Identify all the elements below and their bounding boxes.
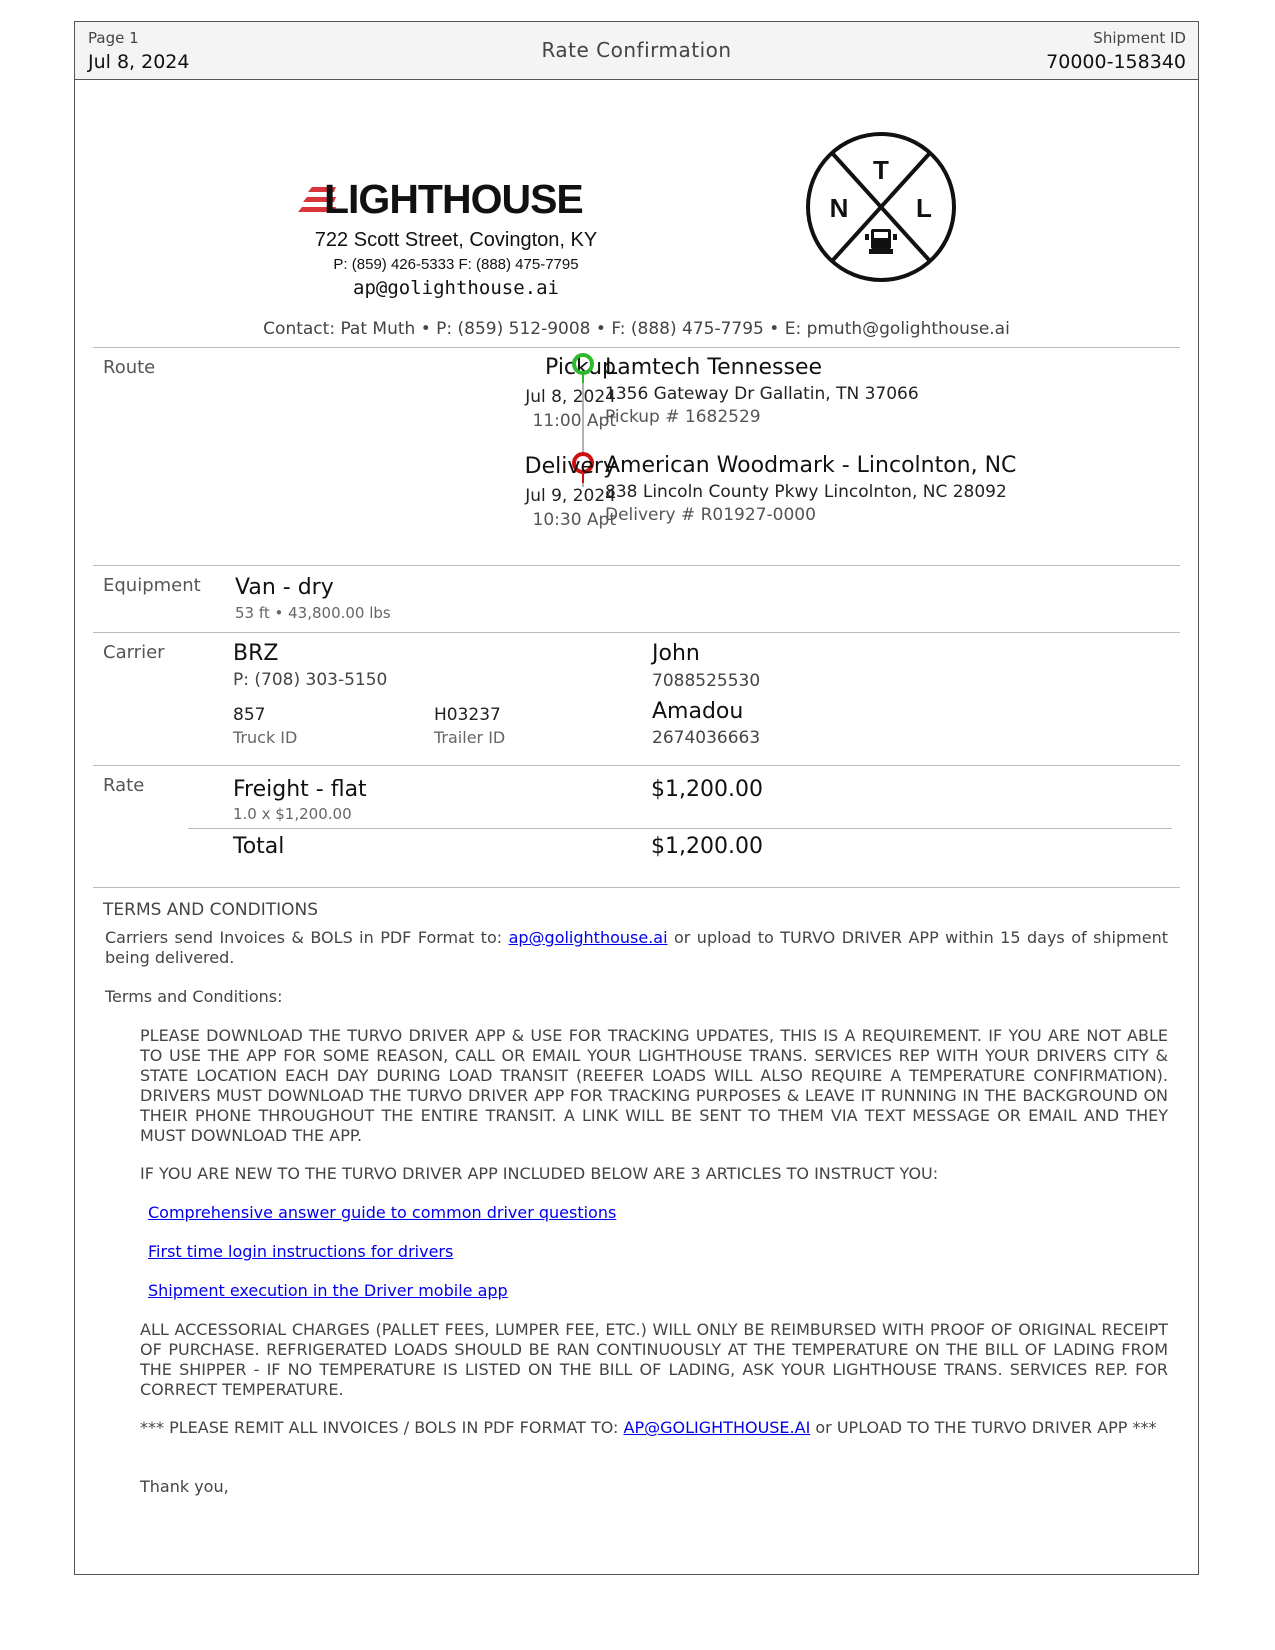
first-login-link[interactable]: First time login instructions for drivers [148, 1242, 454, 1261]
trailer-id-label: Trailer ID [434, 728, 506, 747]
driver1-phone: 7088525530 [652, 671, 761, 691]
shipment-execution-link[interactable]: Shipment execution in the Driver mobile app [148, 1281, 508, 1300]
delivery-name: American Woodmark - Lincolnton, NC [605, 453, 1017, 478]
carrier-phone: P: (708) 303-5150 [233, 670, 388, 690]
pickup-marker-icon [574, 355, 592, 383]
truck-icon [865, 229, 897, 254]
rate-label: Rate [103, 775, 145, 796]
pickup-date: Jul 8, 2024 [525, 387, 616, 407]
driver2-phone: 2674036663 [652, 728, 761, 748]
carrier-label: Carrier [103, 642, 165, 663]
truck-id: 857 [233, 705, 266, 725]
divider [93, 632, 1180, 633]
carrier-name: BRZ [233, 641, 279, 666]
ap-email-link[interactable]: ap@golighthouse.ai [508, 928, 668, 947]
driver-questions-link[interactable]: Comprehensive answer guide to common driver questions [148, 1203, 617, 1222]
divider [93, 887, 1180, 888]
svg-text:L: L [916, 193, 932, 223]
divider [93, 765, 1180, 766]
delivery-type: Delivery [524, 454, 616, 479]
broker-phone-fax: P: (859) 426-5333 F: (888) 475-7795 [333, 256, 579, 273]
pickup-name: Lamtech Tennessee [605, 355, 823, 380]
trailer-id: H03237 [434, 705, 501, 725]
document-page [74, 21, 1199, 1575]
equipment-label: Equipment [103, 575, 201, 596]
svg-text:T: T [873, 155, 889, 185]
delivery-reference: Delivery # R01927-0000 [605, 505, 816, 525]
shipment-id-label: Shipment ID [1093, 29, 1186, 47]
terms-title: TERMS AND CONDITIONS [103, 900, 318, 920]
header-date: Jul 8, 2024 [88, 51, 190, 73]
shipment-id: 70000-158340 [1046, 51, 1186, 73]
remit-text: *** PLEASE REMIT ALL INVOICES / BOLS IN PDF FORMAT TO: [140, 1418, 624, 1437]
lighthouse-logo [298, 177, 638, 307]
broker-email: ap@golighthouse.ai [353, 277, 559, 299]
rate-line-detail: 1.0 x $1,200.00 [233, 805, 352, 823]
document-title: Rate Confirmation [541, 38, 732, 62]
page-number: Page 1 [88, 29, 139, 47]
divider [93, 347, 1180, 348]
terms-p1-text-end: or upload to TURVO DRIVER APP within 15 days of shipment being delivered. [105, 928, 1168, 967]
pickup-type: Pickup [545, 355, 616, 380]
rate-subdivider [188, 828, 1172, 829]
turvo-requirement-paragraph: PLEASE DOWNLOAD THE TURVO DRIVER APP & USE FOR TRACKING UPDATES, THIS IS A REQUIREMENT. IF YOU ARE NOT ABLE TO USE THE APP FOR SOME REASON, CALL OR EMAIL YOUR LIGHTHOUSE TRANS. SERVICES REP WITH YOUR DRIVERS CITY & STATE LOCATION EACH DAY DURING LOAD TRANSIT (REEFER LOADS WILL ALSO REQUIRE A TEMPERATURE CONFIRMATION). DRIVERS MUST DOWNLOAD THE TURVO DRIVER APP FOR TRACKING PURPOSES & LEAVE IT RUNNING IN THE BACKGROUND ON THEIR PHONE THROUGHOUT THE ENTIRE TRANSIT. A LINK WILL BE SENT TO THEM VIA TEXT MESSAGE OR EMAIL AND THEY MUST DOWNLOAD THE APP. [140, 1026, 1168, 1145]
delivery-address: 838 Lincoln County Pkwy Lincolnton, NC 28092 [605, 482, 1007, 502]
rate-total-amount: $1,200.00 [651, 834, 763, 859]
equipment-type: Van - dry [235, 575, 334, 600]
driver2-name: Amadou [652, 699, 744, 724]
terms-p1-text: Carriers send Invoices & BOLS in PDF Format to: [105, 928, 509, 947]
ntl-logo [803, 129, 959, 285]
divider [93, 565, 1180, 566]
svg-text:N: N [829, 193, 849, 223]
broker-address: 722 Scott Street, Covington, KY [314, 229, 598, 251]
pickup-reference: Pickup # 1682529 [605, 407, 761, 427]
rate-total-label: Total [233, 834, 285, 859]
turvo-articles-intro: IF YOU ARE NEW TO THE TURVO DRIVER APP INCLUDED BELOW ARE 3 ARTICLES TO INSTRUCT YOU: [140, 1164, 939, 1183]
terms-subtitle: Terms and Conditions: [105, 987, 283, 1006]
accessorial-charges-paragraph: ALL ACCESSORIAL CHARGES (PALLET FEES, LUMPER FEE, ETC.) WILL ONLY BE REIMBURSED WITH PROOF OF ORIGINAL RECEIPT OF PURCHASE. REFRIGERATED LOADS SHOULD BE RAN CONTINUOUSLY AT THE TEMPERATURE ON THE BILL OF LADING FROM THE SHIPPER - IF NO TEMPERATURE IS LISTED ON THE BILL OF LADING, ASK YOUR LIGHTHOUSE TRANS. SERVICES REP. FOR CORRECT TEMPERATURE. [140, 1320, 1168, 1399]
remit-text-end: or UPLOAD TO THE TURVO DRIVER APP *** [810, 1418, 1157, 1437]
pickup-address: 1356 Gateway Dr Gallatin, TN 37066 [605, 384, 919, 404]
lighthouse-wordmark: LIGHTHOUSE [324, 176, 583, 222]
driver1-name: John [652, 641, 700, 666]
rate-line-amount: $1,200.00 [651, 777, 763, 802]
route-label: Route [103, 357, 156, 378]
truck-id-label: Truck ID [233, 728, 298, 747]
page-header [75, 22, 1198, 80]
pickup-time: 11:00 Apt [532, 411, 616, 431]
remit-invoices-paragraph [140, 1418, 1168, 1438]
ap-email-caps-link[interactable]: AP@GOLIGHTHOUSE.AI [623, 1418, 811, 1437]
delivery-date: Jul 9, 2024 [525, 486, 616, 506]
terms-invoice-paragraph [105, 928, 1168, 968]
broker-contact-line: Contact: Pat Muth • P: (859) 512-9008 • F: (888) 475-7795 • E: pmuth@golighthouse.ai [263, 319, 1010, 339]
closing-text: Thank you, [140, 1477, 229, 1496]
equipment-details: 53 ft • 43,800.00 lbs [235, 604, 391, 622]
delivery-time: 10:30 Apt [532, 510, 616, 530]
rate-line-name: Freight - flat [233, 777, 367, 802]
